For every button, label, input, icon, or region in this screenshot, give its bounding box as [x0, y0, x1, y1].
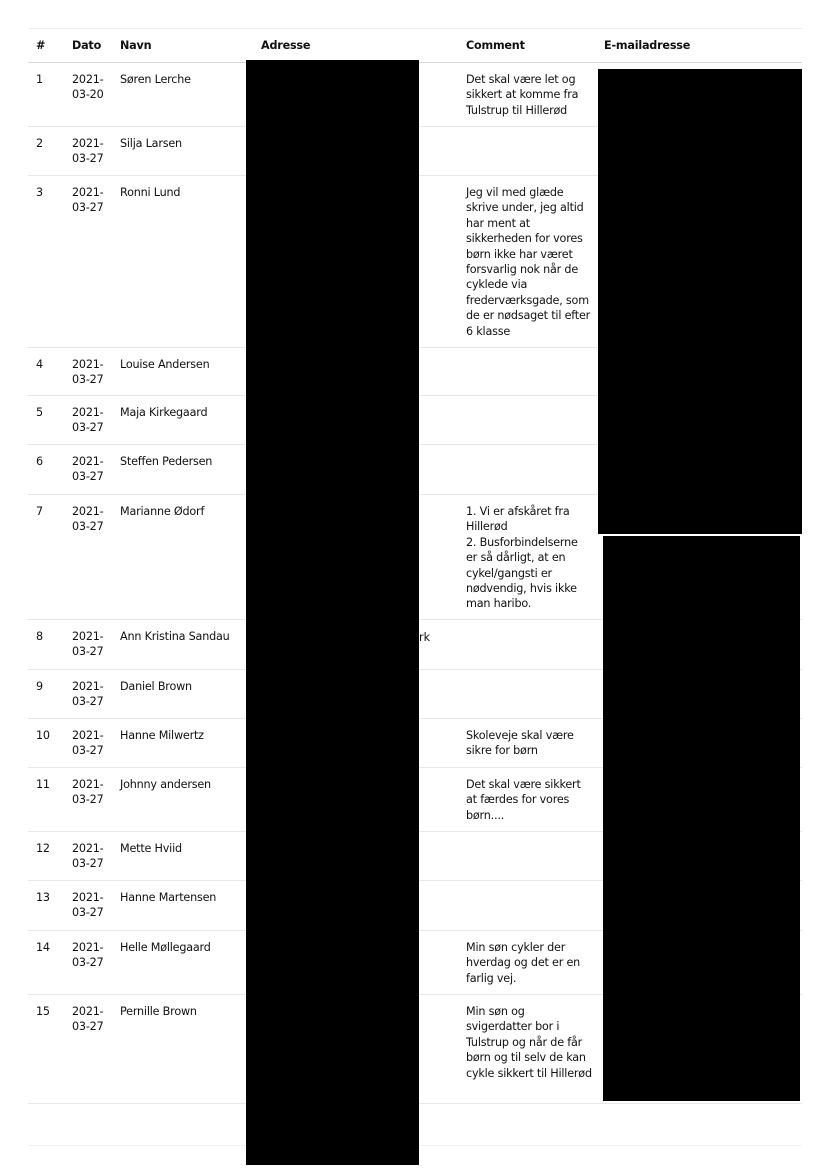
row-comment: Min søn og svigerdatter bor i Tulstrup og når de får børn og til selv de kan cykle sikkert til Hillerød — [466, 1005, 592, 1080]
row-comment: Det skal være let og sikkert at komme fra Tulstrup til Hillerød — [466, 73, 579, 117]
row-name: Ronni Lund — [120, 186, 181, 199]
row-name: Silja Larsen — [120, 137, 182, 150]
row-date: 2021-03-27 — [72, 680, 104, 709]
row-comment: Det skal være sikkert at færdes for vores børn.... — [466, 778, 581, 822]
row-number: 9 — [36, 680, 43, 693]
row-date: 2021-03-27 — [72, 505, 104, 534]
row-number: 12 — [36, 842, 50, 855]
row-date: 2021-03-27 — [72, 891, 104, 920]
table-top-rule — [28, 28, 802, 29]
header-num: # — [36, 39, 46, 52]
row-name: Johnny andersen — [120, 778, 211, 791]
row-date: 2021-03-27 — [72, 729, 104, 758]
row-number: 7 — [36, 505, 43, 518]
row-date: 2021-03-27 — [72, 186, 104, 215]
row-number: 15 — [36, 1005, 50, 1018]
row-name: Steffen Pedersen — [120, 455, 213, 468]
row-name: Maja Kirkegaard — [120, 406, 208, 419]
row-date: 2021-03-27 — [72, 941, 104, 970]
row-name: Ann Kristina Sandau — [120, 630, 230, 643]
row-date: 2021-03-27 — [72, 137, 104, 166]
row-date: 2021-03-27 — [72, 630, 104, 659]
row-name: Marianne Ødorf — [120, 505, 205, 518]
row-date: 2021-03-27 — [72, 358, 104, 387]
row-number: 11 — [36, 778, 50, 791]
row-comment: 1. Vi er afskåret fra Hillerød 2. Busforbindelserne er så dårligt, at en cykel/gangsti er nødvendig, hvis ikke man haribo. — [466, 505, 578, 611]
row-comment: Jeg vil med glæde skrive under, jeg altid har ment at sikkerheden for vores børn ikke har været forsvarlig nok når de cyklede via frederværksgade, som de er nødsaget til efter 6 klasse — [466, 186, 591, 338]
row-number: 2 — [36, 137, 43, 150]
row-number: 14 — [36, 941, 50, 954]
row-number: 1 — [36, 73, 43, 86]
row-number: 4 — [36, 358, 43, 371]
row-date: 2021-03-27 — [72, 842, 104, 871]
row-comment: Min søn cykler der hverdag og det er en farlig vej. — [466, 941, 581, 985]
row-name: Mette Hviid — [120, 842, 182, 855]
row-date: 2021-03-27 — [72, 1005, 104, 1034]
row-name: Louise Andersen — [120, 358, 210, 371]
header-address: Adresse — [261, 39, 311, 52]
row-number: 10 — [36, 729, 50, 742]
header-date: Dato — [72, 39, 102, 52]
row-name: Pernille Brown — [120, 1005, 197, 1018]
row-date: 2021-03-27 — [72, 455, 104, 484]
row-date: 2021-03-27 — [72, 406, 104, 435]
row-name: Søren Lerche — [120, 73, 191, 86]
email-redaction-upper — [598, 69, 802, 534]
row-number: 6 — [36, 455, 43, 468]
row-comment: Skoleveje skal være sikre for børn — [466, 729, 574, 758]
header-name: Navn — [120, 39, 152, 52]
row-name: Hanne Martensen — [120, 891, 217, 904]
header-comment: Comment — [466, 39, 525, 52]
header-email: E-mailadresse — [604, 39, 691, 52]
row-name: Hanne Milwertz — [120, 729, 204, 742]
row-number: 8 — [36, 630, 43, 643]
row-date: 2021-03-20 — [72, 73, 104, 102]
row-name: Helle Møllegaard — [120, 941, 211, 954]
address-redaction — [246, 60, 419, 1165]
address-fragment: rk — [419, 631, 431, 644]
row-number: 3 — [36, 186, 43, 199]
row-name: Daniel Brown — [120, 680, 192, 693]
row-date: 2021-03-27 — [72, 778, 104, 807]
row-number: 13 — [36, 891, 50, 904]
email-redaction-lower — [603, 536, 800, 1101]
row-number: 5 — [36, 406, 43, 419]
